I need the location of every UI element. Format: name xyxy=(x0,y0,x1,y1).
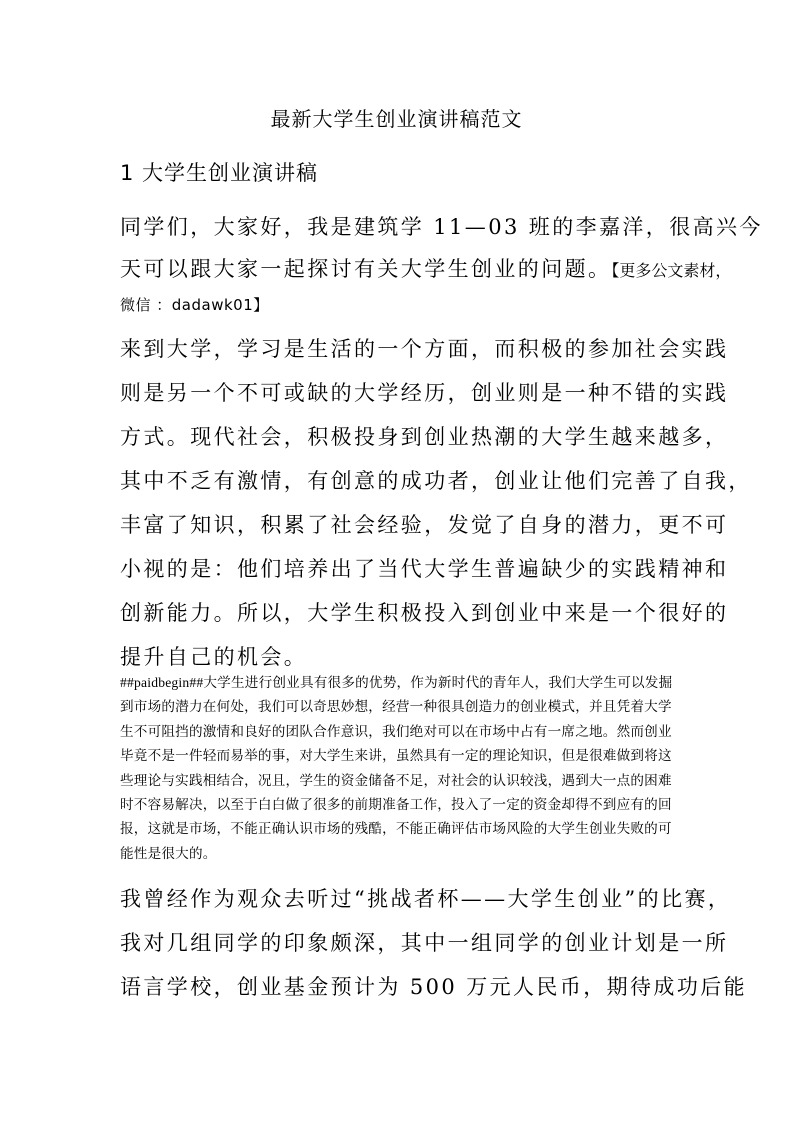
document-title: 最新大学生创业演讲稿范文 xyxy=(270,107,523,131)
paragraph-2 xyxy=(120,671,675,866)
intro-note: 【更多公文素材， xyxy=(611,261,732,280)
paragraph-line: ##paidbegin##大学生进行创业具有很多的优势，作为新时代的青年人，我们大学生可以发掘 xyxy=(120,675,673,690)
intro-paragraph xyxy=(120,206,763,320)
paragraph-line: 丰富了知识，积累了社会经验，发觉了自身的潜力，更不可 xyxy=(120,513,729,537)
paragraph-line: 能性是很大的。 xyxy=(120,845,217,861)
intro-line-text: 天可以跟大家一起探讨有关大学生创业的问题。 xyxy=(120,257,612,281)
paragraph-line: 方式。现代社会，积极投身到创业热潮的大学生越来越多， xyxy=(120,425,729,449)
paragraph-line: 我对几组同学的印象颇深，其中一组同学的创业计划是一所 xyxy=(120,931,729,955)
paragraph-line: 时不容易解决，以至于白白做了很多的前期准备工作，投入了一定的资金却得不到应有的回 xyxy=(120,796,672,812)
paragraph-line: 创新能力。所以，大学生积极投入到创业中来是一个很好的 xyxy=(120,601,729,625)
paragraph-line: 些理论与实践相结合，况且，学生的资金储备不足，对社会的认识较浅，遇到大一点的困难 xyxy=(120,772,672,788)
section-heading: 1 大学生创业演讲稿 xyxy=(120,161,319,185)
paragraph-line: 小视的是：他们培养出了当代大学生普遍缺少的实践精神和 xyxy=(120,557,729,581)
paragraph-line: 语言学校，创业基金预计为 500 万元人民币，期待成功后能 xyxy=(120,975,748,999)
intro-line xyxy=(120,248,732,290)
intro-note-line: 微信 ：dadawk01】 xyxy=(120,296,269,314)
paragraph-line: 提升自己的机会。 xyxy=(120,645,308,669)
intro-line: 同学们，大家好，我是建筑学 11—03 班的李嘉洋，很高兴今 xyxy=(120,215,763,239)
paragraph-line: 生不可阻挡的激情和良好的团队合作意识，我们绝对可以在市场中占有一席之地。然而创业 xyxy=(120,723,672,739)
paragraph-line: 报，这就是市场，不能正确认识市场的残酷，不能正确评估市场风险的大学生创业失败的可 xyxy=(120,821,672,837)
paragraph-line: 则是另一个不可或缺的大学经历，创业则是一种不错的实践 xyxy=(120,381,729,405)
paragraph-line: 我曾经作为观众去听过“挑战者杯——大学生创业”的比赛， xyxy=(120,887,732,911)
paragraph-line: 来到大学，学习是生活的一个方面，而积极的参加社会实践 xyxy=(120,337,729,361)
paragraph-1 xyxy=(120,327,752,679)
paragraph-line: 毕竟不是一件轻而易举的事，对大学生来讲，虽然具有一定的理论知识，但是很难做到将这 xyxy=(120,748,672,764)
paragraph-line: 其中不乏有激情，有创意的成功者，创业让他们完善了自我， xyxy=(120,469,752,493)
paragraph-3 xyxy=(120,877,748,1009)
paragraph-line: 到市场的潜力在何处，我们可以奇思妙想，经营一种很具创造力的创业模式，并且凭着大学 xyxy=(120,699,672,715)
